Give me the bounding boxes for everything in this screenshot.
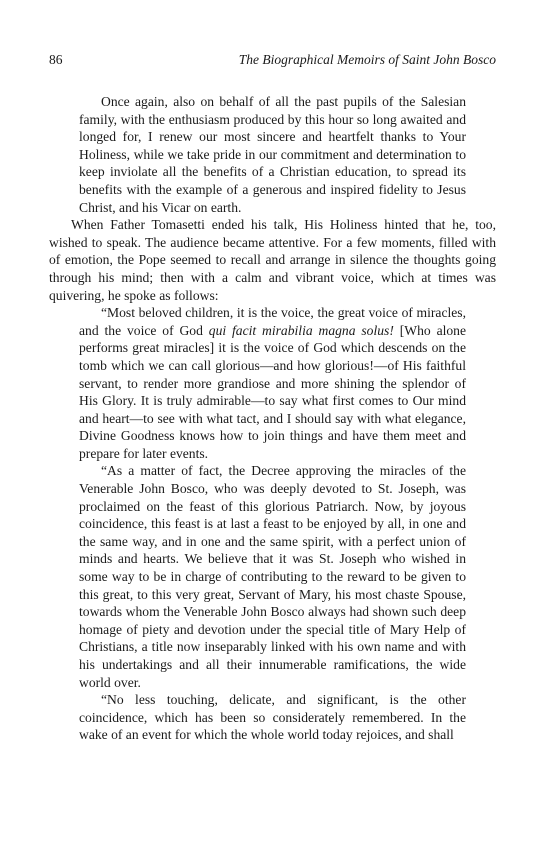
quote-text: “Most beloved children, it is the voice, the great voice of miracles, and the voice of God: [79, 305, 466, 338]
quoted-paragraph-st-joseph: “As a matter of fact, the Decree approving the miracles of the Venerable John Bosco, who was deeply devoted to St. Joseph, was proclaimed on the feast of this glorious Patriarch. Now, by joyous coincidence, this feast is at last a feast to be enjoyed by all, in one and the same way, and in one and the same spirit, with a perfect union of minds and hearts. We believe that it was St. Joseph who wished in some way to be in charge of contributing to the reward to be given to this great, to this very great, Servant of Mary, his most chaste Spouse, towards whom the Venerable John Bosco always had shown such deep homage of piety and devotion under the special title of Mary Help of Christians, a title now inseparably linked with his own name and with his undertakings and all their innumerable ramifications, the wide world over.: [79, 463, 466, 690]
quote-text: [Who alone performs great miracles] it is the voice of God which descends on the tomb which we can call glorious—and how glorious!—of His faithful servant, to render more grandiose and more shining the splendor of His Glory. It is truly admirable—to say what first comes to Our mind and heart—to see with what tact, and I should say with what elegance, Divine Goodness knows how to join things and have them meet and prepare for later events.: [79, 322, 467, 461]
quoted-paragraph-coincidence: “No less touching, delicate, and significant, is the other coincidence, which has been so considerately remembered. In the wake of an event for which the whole world today rejoices, and shall: [79, 692, 466, 743]
quoted-paragraph-pope-miracles: [79, 304, 466, 462]
body-text: [49, 93, 496, 744]
latin-phrase: qui facit mirabilia magna solus!: [208, 322, 394, 338]
quoted-paragraph-past-pupils: Once again, also on behalf of all the past pupils of the Salesian family, with the enthusiasm produced by this hour so long awaited and longed for, I renew our most sincere and heartfelt thanks to Your Holiness, while we take pride in our commitment and determination to keep inviolate all the benefits of a Christian education, to spread its benefits with the example of a generous and inspired fidelity to Jesus Christ, and his Vicar on earth.: [79, 94, 466, 215]
running-title: The Biographical Memoirs of Saint John Bosco: [238, 52, 496, 67]
page-number: 86: [49, 52, 63, 67]
narrative-paragraph: When Father Tomasetti ended his talk, His Holiness hinted that he, too, wished to speak. The audience became attentive. For a few moments, filled with of emotion, the Pope seemed to recall and arrange in silence the thoughts going through his mind; then with a calm and vibrant voice, which at times was quivering, he spoke as follows:: [49, 217, 496, 303]
